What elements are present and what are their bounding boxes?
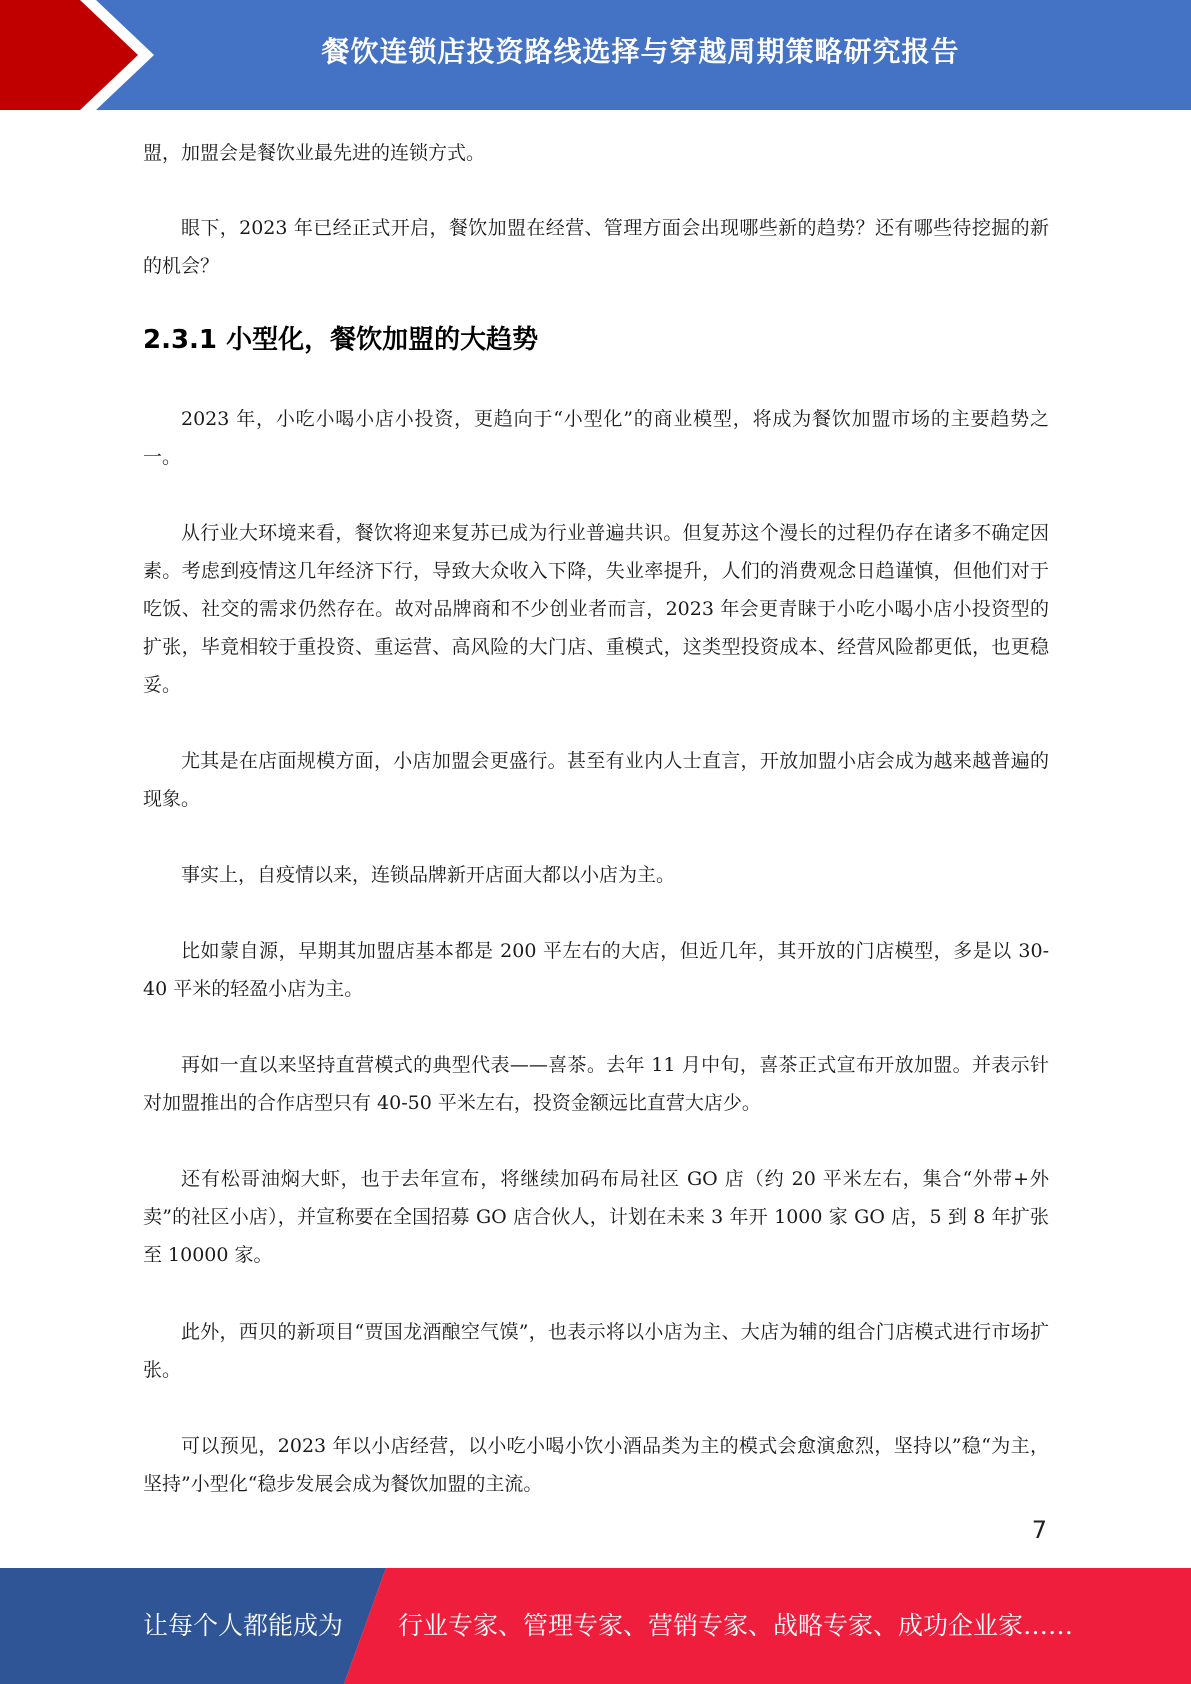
- paragraph: 此外，西贝的新项目“贾国龙酒酿空气馍”，也表示将以小店为主、大店为辅的组合门店模式进行市场扩张。: [143, 1321, 1049, 1381]
- footer-slogan-left: 让每个人都能成为: [143, 1611, 344, 1640]
- paragraph: 比如蒙自源，早期其加盟店基本都是 200 平左右的大店，但近几年，其开放的门店模型，多是以 30-40 平米的轻盈小店为主。: [143, 940, 1049, 1000]
- header-red-chevron: [0, 0, 148, 110]
- page-header: [0, 0, 1191, 110]
- paragraph: 2023 年，小吃小喝小店小投资，更趋向于“小型化”的商业模型，将成为餐饮加盟市场的主要趋势之一。: [143, 408, 1049, 468]
- paragraph: 眼下，2023 年已经正式开启，餐饮加盟在经营、管理方面会出现哪些新的趋势？还有哪些待挖掘的新的机会？: [143, 217, 1049, 277]
- paragraph: 再如一直以来坚持直营模式的典型代表——喜茶。去年 11 月中旬，喜茶正式宣布开放加盟。并表示针对加盟推出的合作店型只有 40-50 平米左右，投资金额远比直营大店少。: [143, 1054, 1049, 1114]
- paragraph: 尤其是在店面规模方面，小店加盟会更盛行。甚至有业内人士直言，开放加盟小店会成为越来越普遍的现象。: [143, 750, 1049, 810]
- section-heading: 2.3.1 小型化，餐饮加盟的大趋势: [143, 325, 539, 355]
- page-number: 7: [1031, 1516, 1047, 1544]
- page-footer: [0, 1568, 1191, 1684]
- paragraph: 还有松哥油焖大虾，也于去年宣布，将继续加码布局社区 GO 店（约 20 平米左右，集合“外带+外卖”的社区小店），并宣称要在全国招募 GO 店合伙人，计划在未来 3 年开 1000 家 GO 店，5 到 8 年扩张至 10000 家。: [143, 1168, 1049, 1266]
- paragraph: 可以预见，2023 年以小店经营，以小吃小喝小饮小酒品类为主的模式会愈演愈烈，坚持以”稳“为主，坚持”小型化“稳步发展会成为餐饮加盟的主流。: [143, 1435, 1049, 1495]
- header-title: 餐饮连锁店投资路线选择与穿越周期策略研究报告: [321, 35, 960, 68]
- paragraph-continuation: 盟，加盟会是餐饮业最先进的连锁方式。: [143, 142, 486, 164]
- paragraph: 从行业大环境来看，餐饮将迎来复苏已成为行业普遍共识。但复苏这个漫长的过程仍存在诸多不确定因素。考虑到疫情这几年经济下行，导致大众收入下降，失业率提升，人们的消费观念日趋谨慎，但他们对于吃饭、社交的需求仍然存在。故对品牌商和不少创业者而言，2023 年会更青睐于小吃小喝小店小投资型的扩张，毕竟相较于重投资、重运营、高风险的大门店、重模式，这类型投资成本、经营风险都更低，也更稳妥。: [143, 522, 1049, 696]
- paragraph: 事实上，自疫情以来，连锁品牌新开店面大都以小店为主。: [181, 864, 676, 886]
- footer-slogan-right: 行业专家、管理专家、营销专家、战略专家、成功企业家……: [398, 1611, 1074, 1640]
